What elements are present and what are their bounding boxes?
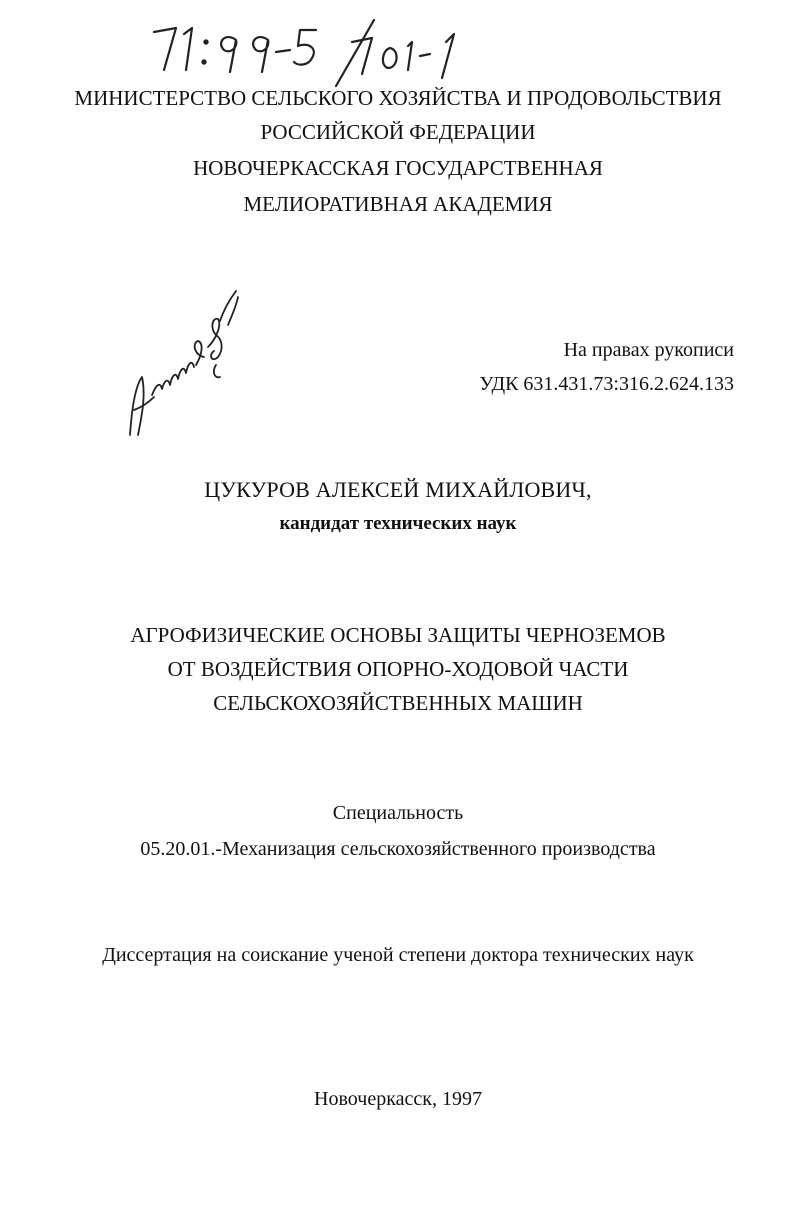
organization-line-1: МИНИСТЕРСТВО СЕЛЬСКОГО ХОЗЯЙСТВА И ПРОДОВОЛЬСТВИЯ bbox=[74, 86, 722, 110]
handwritten-archive-number bbox=[150, 18, 520, 88]
author-degree: кандидат технических наук bbox=[279, 513, 517, 534]
manuscript-rights: На правах рукописи bbox=[563, 339, 734, 361]
dissertation-title-line-1: АГРОФИЗИЧЕСКИЕ ОСНОВЫ ЗАЩИТЫ ЧЕРНОЗЕМОВ bbox=[130, 623, 666, 647]
dissertation-title-line-3: СЕЛЬСКОХОЗЯЙСТВЕННЫХ МАШИН bbox=[213, 691, 583, 715]
organization-line-3: НОВОЧЕРКАССКАЯ ГОСУДАРСТВЕННАЯ bbox=[193, 156, 603, 180]
handwritten-signature bbox=[112, 285, 247, 445]
specialty-code: 05.20.01.-Механизация сельскохозяйственного производства bbox=[140, 838, 656, 860]
dissertation-title-line-2: ОТ ВОЗДЕЙСТВИЯ ОПОРНО-ХОДОВОЙ ЧАСТИ bbox=[167, 657, 629, 681]
specialty-label: Специальность bbox=[332, 802, 464, 824]
handwritten-archive-number-drawing bbox=[150, 18, 520, 88]
organization-line-4: МЕЛИОРАТИВНАЯ АКАДЕМИЯ bbox=[243, 192, 553, 216]
udc-code: УДК 631.431.73:316.2.624.133 bbox=[479, 373, 734, 395]
signature-drawing bbox=[112, 285, 247, 445]
dissertation-degree-statement: Диссертация на соискание ученой степени доктора технических наук bbox=[102, 944, 694, 966]
place-and-year: Новочеркасск, 1997 bbox=[314, 1088, 482, 1110]
author-name: ЦУКУРОВ АЛЕКСЕЙ МИХАЙЛОВИЧ, bbox=[204, 477, 592, 502]
organization-line-2: РОССИЙСКОЙ ФЕДЕРАЦИИ bbox=[260, 120, 536, 144]
